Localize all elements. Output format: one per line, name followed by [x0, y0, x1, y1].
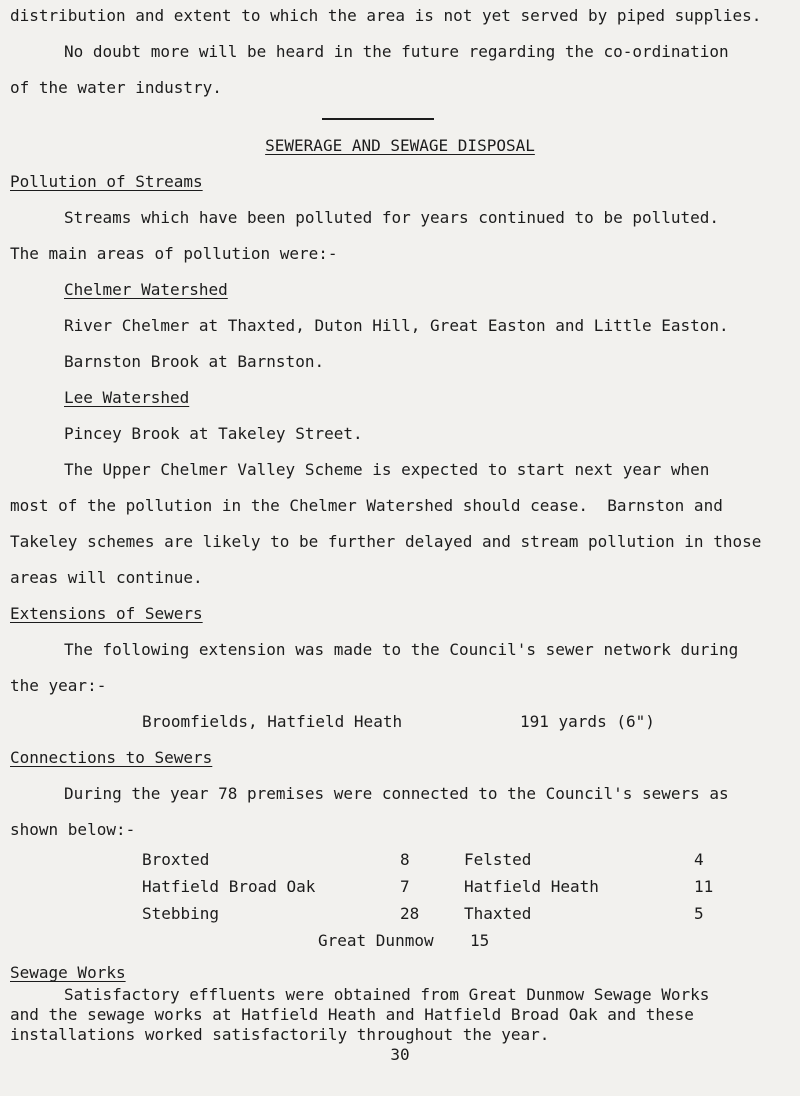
table-row-2-place-a: Hatfield Broad Oak	[142, 877, 316, 896]
sewage-works-line-1: Satisfactory effluents were obtained from Great Dunmow Sewage Works	[64, 985, 710, 1004]
table-row-1-place-b: Felsted	[464, 850, 532, 869]
pollution-p2-line-3: Takeley schemes are likely to be further delayed and stream pollution in those	[10, 532, 762, 551]
sewage-works-heading: Sewage Works	[10, 963, 126, 982]
extensions-heading: Extensions of Sewers	[10, 604, 203, 623]
lee-line-1: Pincey Brook at Takeley Street.	[64, 424, 363, 443]
intro-line-3: of the water industry.	[10, 78, 222, 97]
table-last-place: Great Dunmow	[318, 931, 434, 950]
intro-line-1: distribution and extent to which the area is not yet served by piped supplies.	[10, 6, 762, 25]
sewage-works-line-3: installations worked satisfactorily throughout the year.	[10, 1025, 550, 1044]
extension-item-place: Broomfields, Hatfield Heath	[142, 712, 403, 731]
table-row-3-place-a: Stebbing	[142, 904, 220, 923]
table-row-2-place-b: Hatfield Heath	[464, 877, 599, 896]
table-row-3-count-a: 28	[400, 904, 420, 923]
table-last-count: 15	[470, 931, 490, 950]
pollution-p1-line-2: The main areas of pollution were:-	[10, 244, 338, 263]
sewage-works-line-2: and the sewage works at Hatfield Heath and Hatfield Broad Oak and these	[10, 1005, 694, 1024]
section-divider	[322, 118, 434, 120]
page-number: 30	[390, 1045, 410, 1064]
connections-heading: Connections to Sewers	[10, 748, 213, 767]
chelmer-line-1: River Chelmer at Thaxted, Duton Hill, Great Easton and Little Easton.	[64, 316, 729, 335]
chelmer-watershed-heading: Chelmer Watershed	[64, 280, 228, 299]
connections-line-1: During the year 78 premises were connected to the Council's sewers as	[64, 784, 729, 803]
table-row-1-count-b: 4	[694, 850, 704, 869]
pollution-p1-line-1: Streams which have been polluted for years continued to be polluted.	[64, 208, 720, 227]
extensions-line-1: The following extension was made to the Council's sewer network during	[64, 640, 739, 659]
table-row-2-count-b: 11	[694, 877, 714, 896]
table-row-3-place-b: Thaxted	[464, 904, 532, 923]
extensions-line-2: the year:-	[10, 676, 107, 695]
section-title: SEWERAGE AND SEWAGE DISPOSAL	[265, 136, 535, 155]
table-row-1-place-a: Broxted	[142, 850, 210, 869]
pollution-p2-line-1: The Upper Chelmer Valley Scheme is expected to start next year when	[64, 460, 710, 479]
pollution-heading: Pollution of Streams	[10, 172, 203, 191]
extension-item-length: 191 yards (6")	[520, 712, 655, 731]
table-row-3-count-b: 5	[694, 904, 704, 923]
connections-line-2: shown below:-	[10, 820, 136, 839]
pollution-p2-line-4: areas will continue.	[10, 568, 203, 587]
pollution-p2-line-2: most of the pollution in the Chelmer Watershed should cease. Barnston and	[10, 496, 723, 515]
chelmer-line-2: Barnston Brook at Barnston.	[64, 352, 325, 371]
lee-watershed-heading: Lee Watershed	[64, 388, 190, 407]
intro-line-2: No doubt more will be heard in the future regarding the co-ordination	[64, 42, 729, 61]
table-row-1-count-a: 8	[400, 850, 410, 869]
table-row-2-count-a: 7	[400, 877, 410, 896]
